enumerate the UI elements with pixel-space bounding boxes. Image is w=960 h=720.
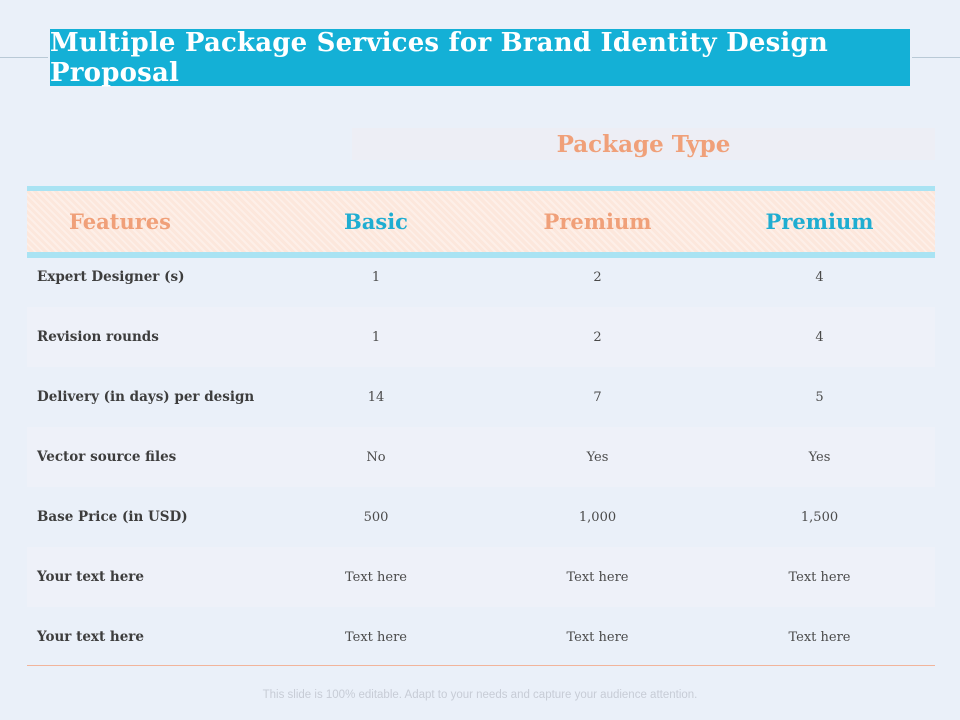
premium-value: 2 bbox=[593, 329, 602, 345]
basic-value: Text here bbox=[344, 569, 408, 585]
premium-plus-value: Text here bbox=[788, 629, 851, 645]
basic-value: No bbox=[366, 449, 386, 465]
premium-plus-value: 5 bbox=[815, 389, 824, 405]
footer-note: This slide is 100% editable. Adapt to your needs and capture your audience attention. bbox=[262, 689, 698, 701]
feature-label: Your text here bbox=[37, 569, 145, 585]
feature-label: Expert Designer (s) bbox=[37, 269, 185, 285]
feature-label: Delivery (in days) per design bbox=[37, 389, 255, 405]
header-premium-2: Premium bbox=[765, 209, 874, 234]
basic-value: 1 bbox=[371, 269, 381, 285]
premium-plus-value: 1,500 bbox=[800, 509, 839, 525]
feature-label: Vector source files bbox=[37, 449, 177, 465]
table-row bbox=[27, 607, 935, 667]
premium-value: 1,000 bbox=[578, 509, 617, 525]
table-row bbox=[27, 367, 935, 427]
premium-plus-value: Text here bbox=[788, 569, 851, 585]
table-row bbox=[27, 247, 935, 307]
slide-title: Multiple Package Services for Brand Identity Design Proposal bbox=[50, 29, 910, 86]
basic-value: 14 bbox=[367, 389, 385, 405]
table-row bbox=[27, 307, 935, 367]
title-right-rule bbox=[912, 57, 960, 58]
feature-label: Your text here bbox=[37, 629, 145, 645]
header-premium-1: Premium bbox=[543, 209, 652, 234]
table-row bbox=[27, 427, 935, 487]
table-bottom-rule bbox=[27, 665, 935, 666]
header-features: Features bbox=[69, 209, 171, 234]
header-basic: Basic bbox=[344, 209, 408, 234]
feature-label: Revision rounds bbox=[37, 329, 159, 345]
table-row bbox=[27, 487, 935, 547]
premium-value: Text here bbox=[566, 629, 629, 645]
basic-value: 1 bbox=[371, 329, 381, 345]
premium-value: 7 bbox=[593, 389, 602, 405]
basic-value: Text here bbox=[344, 629, 408, 645]
premium-value: Text here bbox=[566, 569, 629, 585]
premium-value: Yes bbox=[586, 449, 609, 465]
package-type-label: Package Type bbox=[352, 128, 935, 160]
premium-plus-value: Yes bbox=[808, 449, 831, 465]
premium-plus-value: 4 bbox=[815, 269, 824, 285]
premium-plus-value: 4 bbox=[815, 329, 824, 345]
premium-value: 2 bbox=[593, 269, 602, 285]
feature-label: Base Price (in USD) bbox=[37, 509, 188, 525]
table-row bbox=[27, 547, 935, 607]
basic-value: 500 bbox=[363, 509, 389, 525]
title-left-rule bbox=[0, 57, 48, 58]
